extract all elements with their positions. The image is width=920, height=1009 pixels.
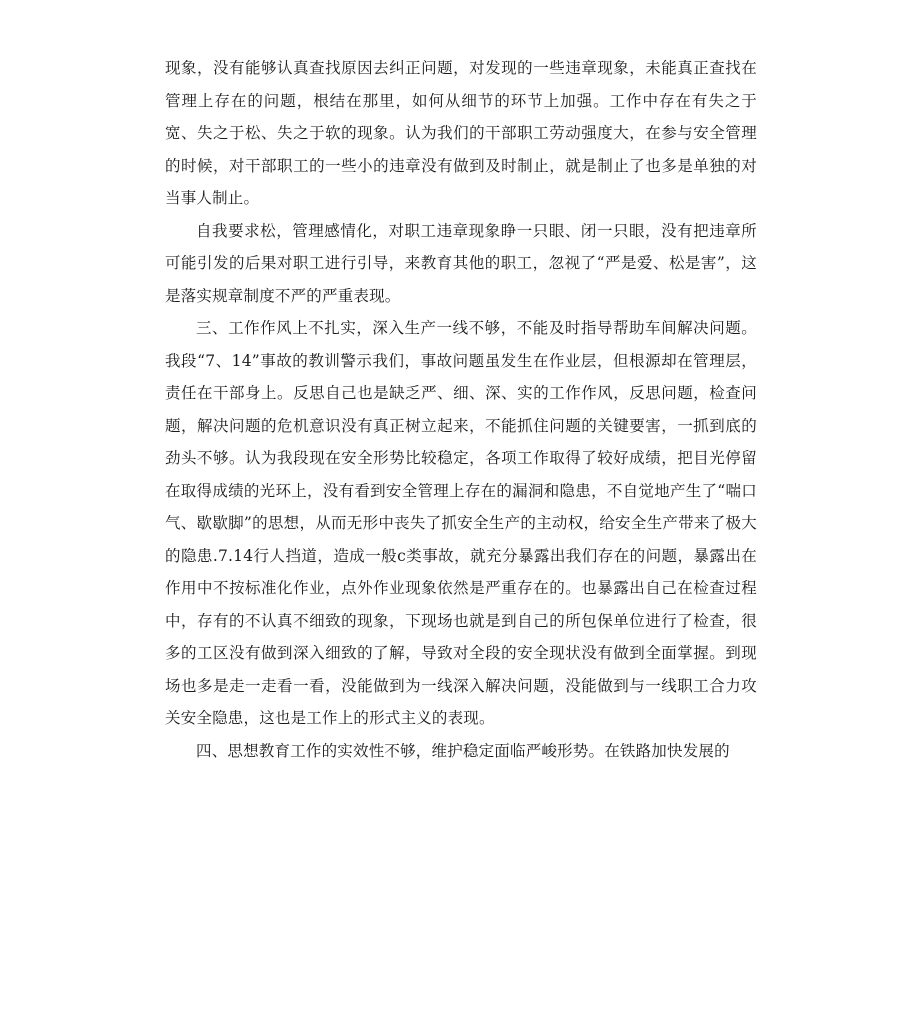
paragraph-3: 三、工作作风上不扎实，深入生产一线不够，不能及时指导帮助车间解决问题。我段“7、14”事故的教训警示我们，事故问题虽发生在作业层，但根源却在管理层，责任在干部身上。反思自己也是缺乏严、细、深、实的工作作风，反思问题，检查问题，解决问题的危机意识没有真正树立起来，不能抓住问题的关键要害，一抓到底的劲头不够。认为我段现在安全形势比较稳定，各项工作取得了较好成绩，把目光停留在取得成绩的光环上，没有看到安全管理上存在的漏洞和隐患，不自觉地产生了“喘口气、歇歇脚”的思想，从而无形中丧失了抓安全生产的主动权，给安全生产带来了极大的隐患.7.14行人挡道，造成一般c类事故，就充分暴露出我们存在的问题，暴露出在作用中不按标准化作业，点外作业现象依然是严重存在的。也暴露出自己在检查过程中，存有的不认真不细致的现象，下现场也就是到自己的所包保单位进行了检查，很多的工区没有做到深入细致的了解，导致对全段的安全现状没有做到全面掌握。到现场也多是走一走看一看，没能做到为一线深入解决问题，没能做到与一线职工合力攻关安全隐患，这也是工作上的形式主义的表现。: [165, 319, 757, 727]
body-text: [165, 52, 757, 767]
paragraph-2: 自我要求松，管理感情化，对职工违章现象睁一只眼、闭一只眼，没有把违章所可能引发的后果对职工进行引导，来教育其他的职工，忽视了“严是爱、松是害”，这是落实规章制度不严的严重表现。: [165, 221, 757, 305]
paragraph-4: 四、思想教育工作的实效性不够，维护稳定面临严峻形势。在铁路加快发展的: [196, 741, 730, 760]
paragraph-1: 现象，没有能够认真查找原因去纠正问题，对发现的一些违章现象，未能真正查找在管理上存在的问题，根结在那里，如何从细节的环节上加强。工作中存在有失之于宽、失之于松、失之于软的现象。认为我们的干部职工劳动强度大，在参与安全管理的时候，对干部职工的一些小的违章没有做到及时制止，就是制止了也多是单独的对当事人制止。: [165, 59, 757, 207]
